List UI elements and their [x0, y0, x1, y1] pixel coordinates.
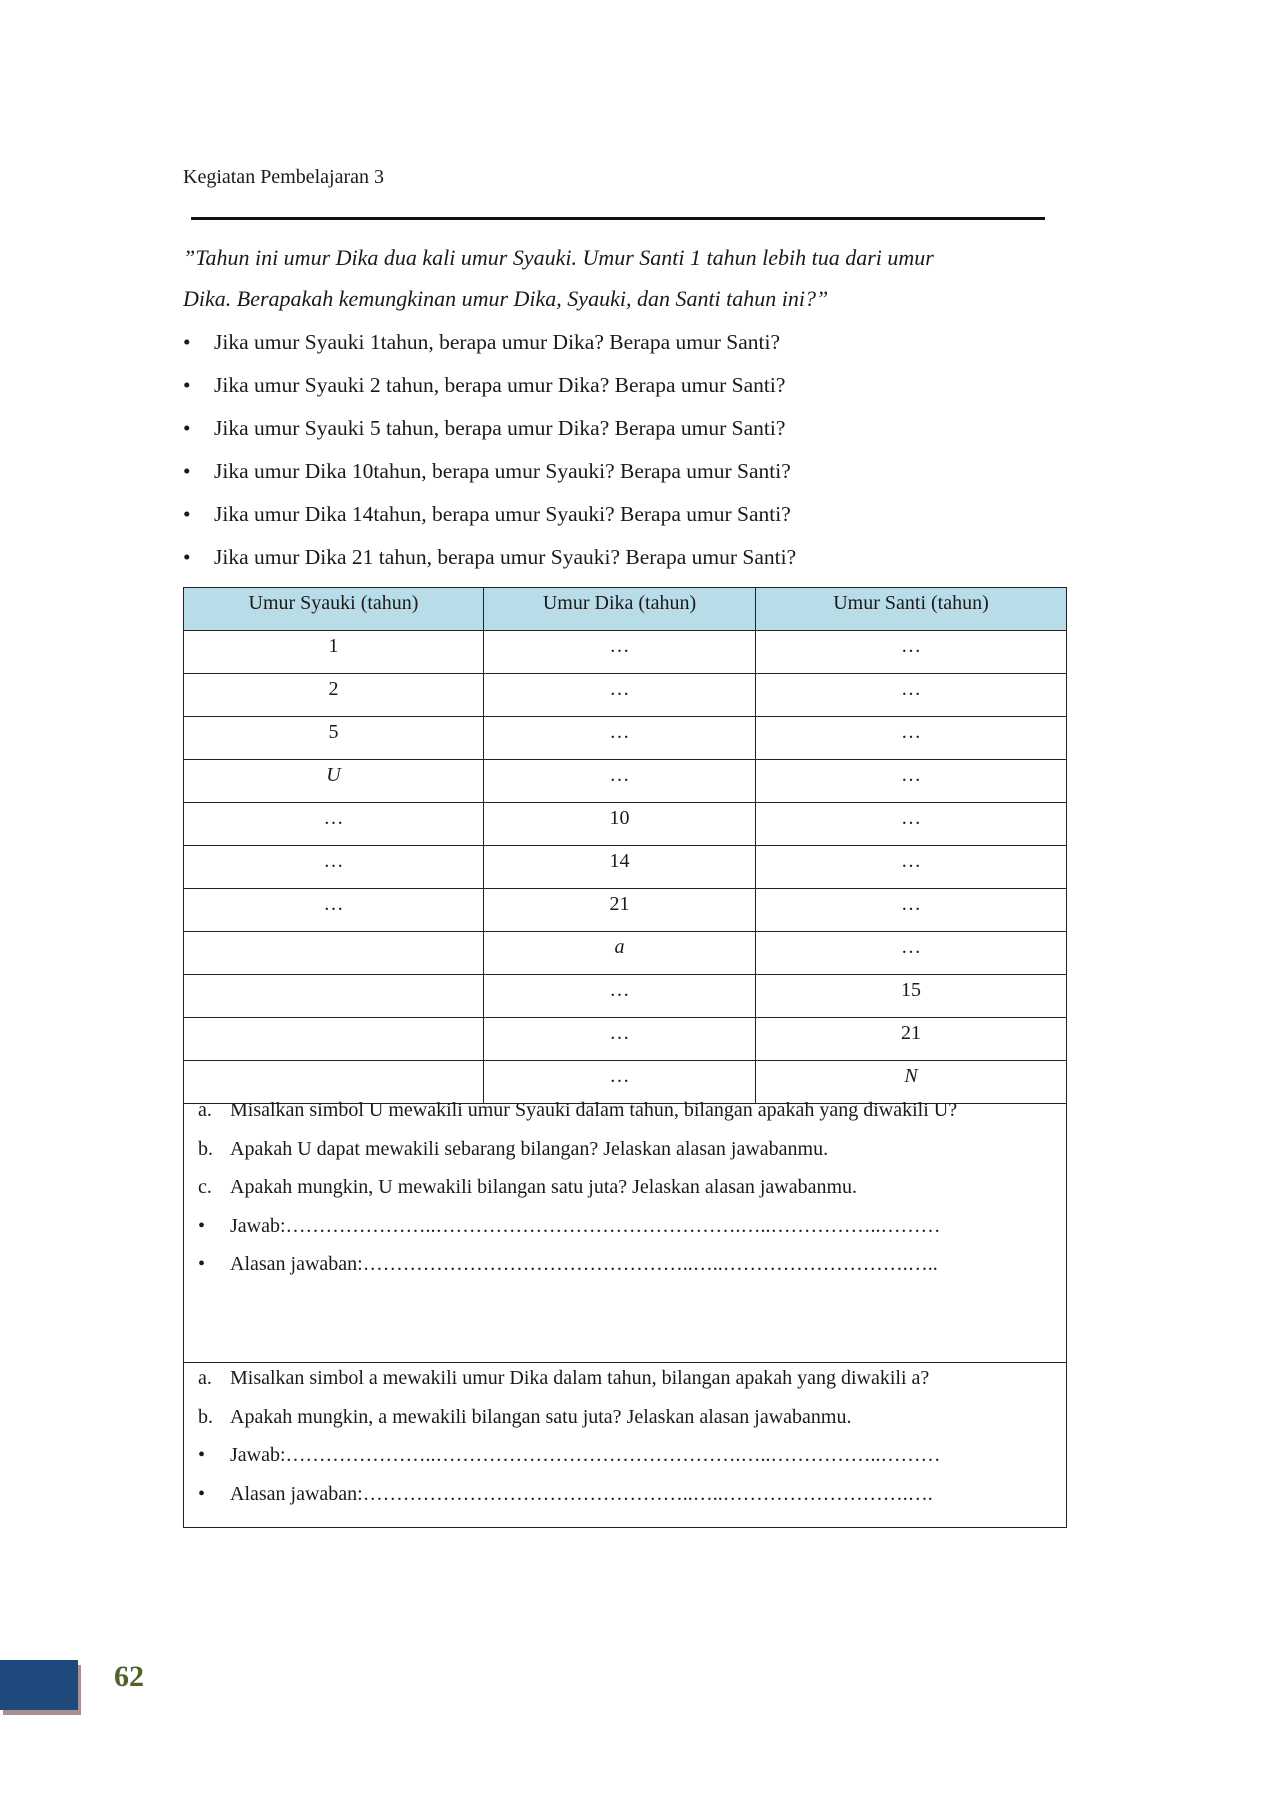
quote-line: Dika. Berapakah kemungkinan umur Dika, Syauki, dan Santi tahun ini?” — [183, 286, 829, 311]
table-row — [184, 717, 1067, 760]
table-row — [184, 975, 1067, 1018]
table-row — [184, 1018, 1067, 1061]
table-row — [184, 889, 1067, 932]
bullet-text: Jika umur Dika 14tahun, berapa umur Syauki? Berapa umur Santi? — [214, 502, 791, 526]
table-cell: … — [756, 631, 1067, 674]
table-cell: … — [184, 846, 484, 889]
item-label: a. — [198, 1367, 212, 1389]
table-cell: U — [184, 760, 484, 803]
item-text: Jawab:…………………..……………………………………….…..……………..……… — [230, 1214, 941, 1237]
item-label: • — [198, 1253, 206, 1275]
question-line — [198, 1099, 957, 1122]
bullet-item — [183, 502, 791, 527]
table-cell: … — [756, 760, 1067, 803]
table-cell: 2 — [184, 674, 484, 717]
question-line — [198, 1215, 941, 1238]
item-text: Apakah mungkin, a mewakili bilangan satu juta? Jelaskan alasan jawabanmu. — [230, 1405, 852, 1428]
table-cell: 10 — [484, 803, 756, 846]
page-number: 62 — [114, 1660, 144, 1693]
bullet-text: Jika umur Syauki 2 tahun, berapa umur Dika? Berapa umur Santi? — [214, 373, 786, 397]
question-line — [198, 1138, 828, 1161]
table-cell: 21 — [756, 1018, 1067, 1061]
table-cell: … — [756, 846, 1067, 889]
item-text: Jawab:…………………..……………………………………….…..……………..……… — [230, 1444, 941, 1466]
item-label: c. — [198, 1176, 212, 1198]
table-cell: … — [484, 975, 756, 1018]
table-cell: 1 — [184, 631, 484, 674]
question-line — [198, 1406, 851, 1429]
table-row — [184, 631, 1067, 674]
table-cell: … — [756, 889, 1067, 932]
table-cell: … — [184, 889, 484, 932]
table-row — [184, 674, 1067, 717]
table-row — [184, 932, 1067, 975]
table-cell: … — [484, 1018, 756, 1061]
table-row — [184, 760, 1067, 803]
bullet-icon: • — [183, 416, 191, 440]
table-cell: … — [484, 1061, 756, 1104]
table-cell — [184, 975, 484, 1018]
question-box-2 — [183, 1362, 1067, 1528]
bullet-icon: • — [183, 330, 191, 354]
bullet-text: Jika umur Dika 10tahun, berapa umur Syauki? Berapa umur Santi? — [214, 459, 791, 483]
table-cell: … — [756, 674, 1067, 717]
item-label: b. — [198, 1405, 213, 1428]
bullet-text: Jika umur Syauki 1tahun, berapa umur Dika? Berapa umur Santi? — [214, 330, 781, 354]
bullet-icon: • — [183, 502, 191, 526]
item-text: Alasan jawaban:…………………………………………..…..……………………….….. — [230, 1253, 938, 1275]
item-label: a. — [198, 1099, 212, 1121]
quote-line: ”Tahun ini umur Dika dua kali umur Syauki. Umur Santi 1 tahun lebih tua dari umur — [183, 245, 934, 270]
table-cell: … — [756, 717, 1067, 760]
table-cell: 14 — [484, 846, 756, 889]
question-box-1 — [183, 1058, 1067, 1363]
bullet-item — [183, 330, 780, 355]
table-row — [184, 803, 1067, 846]
header-rule — [191, 217, 1045, 220]
table-row — [184, 846, 1067, 889]
table-cell: … — [484, 760, 756, 803]
item-text: Apakah U dapat mewakili sebarang bilangan? Jelaskan alasan jawabanmu. — [230, 1137, 829, 1160]
table-cell: … — [184, 803, 484, 846]
running-header: Kegiatan Pembelajaran 3 — [183, 166, 385, 188]
table-cell: a — [484, 932, 756, 975]
item-label: • — [198, 1214, 206, 1237]
table-cell: … — [756, 932, 1067, 975]
bullet-icon: • — [183, 545, 191, 569]
age-table — [183, 587, 1067, 1104]
table-cell — [184, 1018, 484, 1061]
bullet-icon: • — [183, 459, 191, 483]
col-header: Umur Santi (tahun) — [756, 588, 1067, 631]
question-line — [198, 1176, 857, 1199]
table-cell: N — [756, 1061, 1067, 1104]
item-text: Apakah mungkin, U mewakili bilangan satu juta? Jelaskan alasan jawabanmu. — [230, 1176, 858, 1198]
question-line — [198, 1253, 938, 1276]
bullet-item — [183, 373, 785, 398]
question-line — [198, 1483, 933, 1506]
table-cell: … — [756, 803, 1067, 846]
table-cell: … — [484, 717, 756, 760]
table-cell: 21 — [484, 889, 756, 932]
item-label: • — [198, 1444, 206, 1466]
bullet-text: Jika umur Syauki 5 tahun, berapa umur Dika? Berapa umur Santi? — [214, 416, 786, 440]
col-header: Umur Syauki (tahun) — [184, 588, 484, 631]
bullet-text: Jika umur Dika 21 tahun, berapa umur Syauki? Berapa umur Santi? — [214, 545, 797, 569]
item-text: Misalkan simbol U mewakili umur Syauki dalam tahun, bilangan apakah yang diwakili U? — [230, 1099, 958, 1121]
col-header: Umur Dika (tahun) — [484, 588, 756, 631]
question-line — [198, 1444, 941, 1467]
bullet-item — [183, 416, 785, 441]
item-label: • — [198, 1482, 206, 1505]
table-cell — [184, 932, 484, 975]
bullet-icon: • — [183, 373, 191, 397]
question-line — [198, 1367, 929, 1390]
item-text: Misalkan simbol a mewakili umur Dika dalam tahun, bilangan apakah yang diwakili a? — [230, 1367, 930, 1389]
item-text: Alasan jawaban:…………………………………………..…..……………………….…. — [230, 1482, 933, 1505]
table-cell: 15 — [756, 975, 1067, 1018]
table-cell: … — [484, 631, 756, 674]
item-label: b. — [198, 1137, 213, 1160]
table-cell: 5 — [184, 717, 484, 760]
bullet-item — [183, 545, 796, 570]
table-cell: … — [484, 674, 756, 717]
bullet-item — [183, 459, 791, 484]
page-number-block — [0, 1660, 78, 1710]
